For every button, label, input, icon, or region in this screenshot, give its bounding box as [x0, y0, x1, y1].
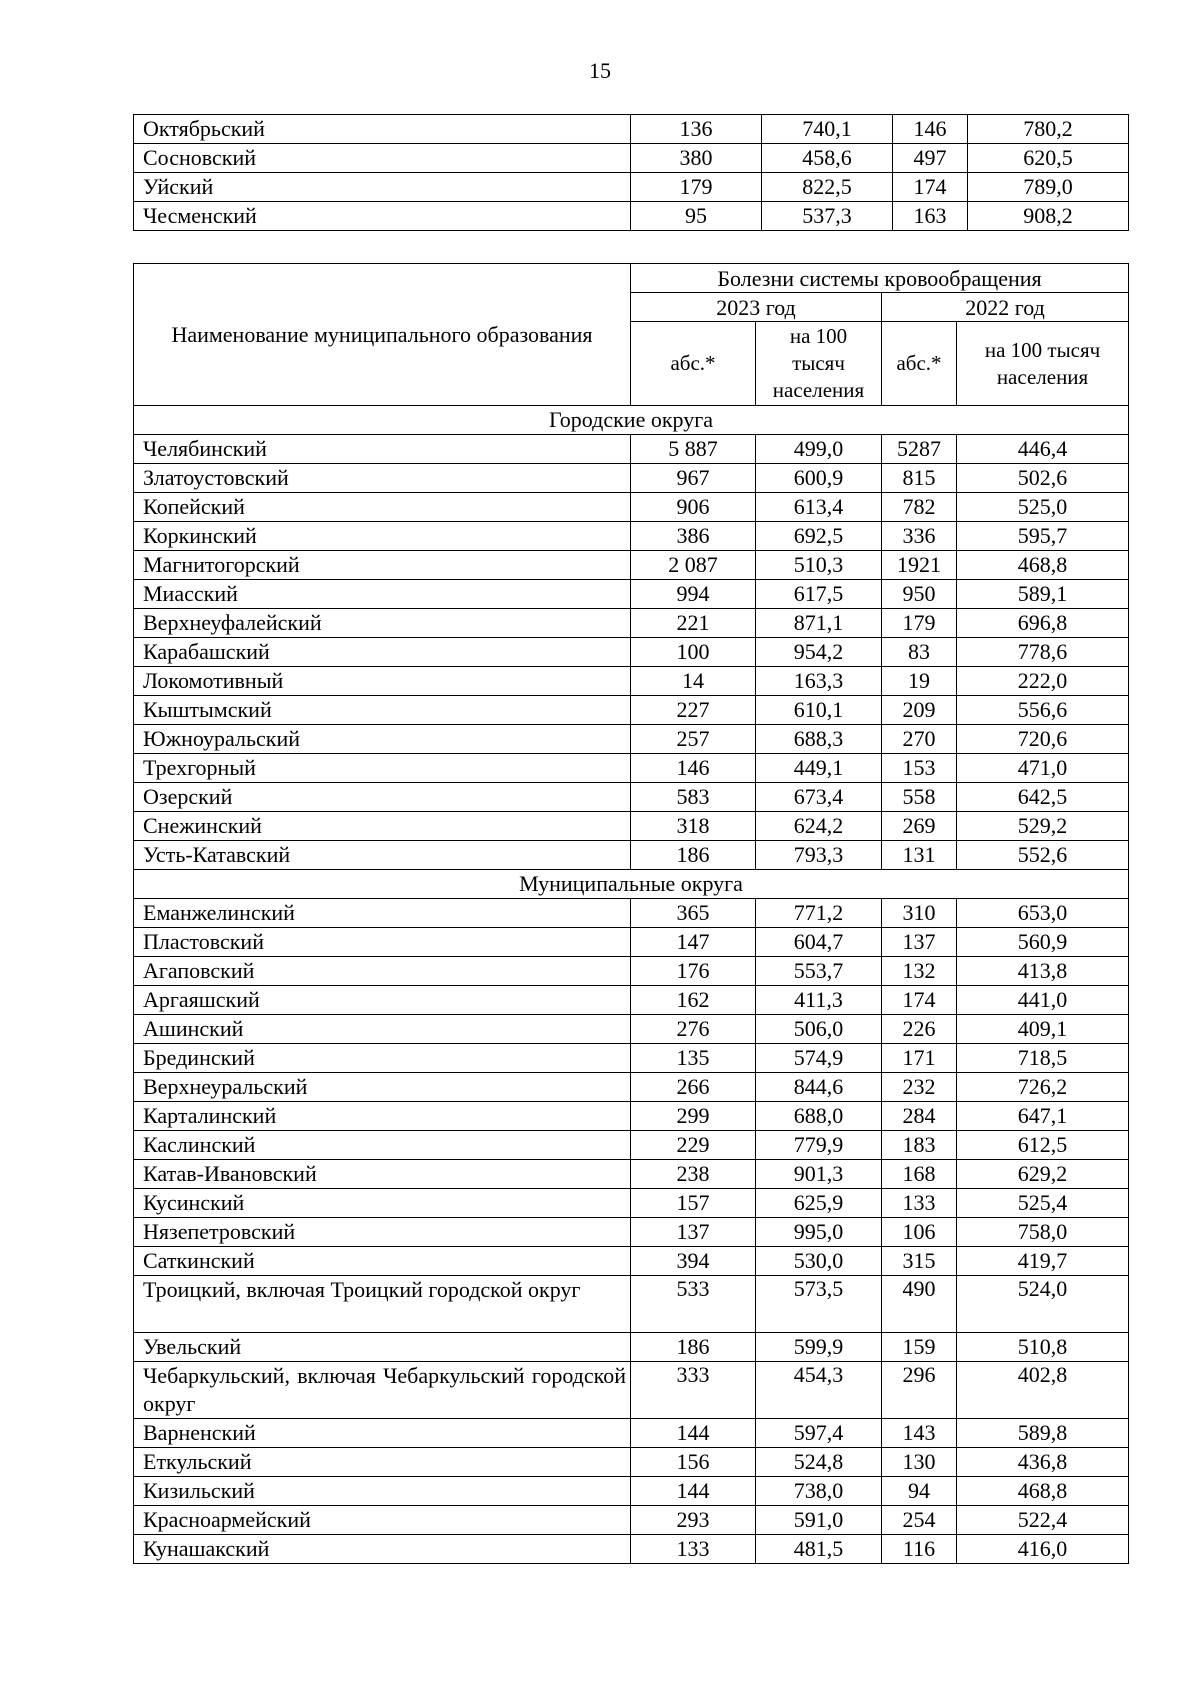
- row-per100k-2023: 600,9: [756, 464, 882, 493]
- row-abs-2022: 174: [893, 173, 968, 202]
- row-abs-2022: 106: [882, 1218, 957, 1247]
- row-abs-2023: 293: [631, 1506, 756, 1535]
- row-abs-2022: 19: [882, 667, 957, 696]
- table-row: [134, 928, 1129, 957]
- row-abs-2023: 906: [631, 493, 756, 522]
- table-row: [134, 899, 1129, 928]
- row-abs-2022: 133: [882, 1189, 957, 1218]
- table-row: [134, 1015, 1129, 1044]
- header-year-2023: 2023 год: [631, 293, 882, 322]
- row-abs-2023: 144: [631, 1477, 756, 1506]
- row-per100k-2023: 954,2: [756, 638, 882, 667]
- row-abs-2023: 229: [631, 1131, 756, 1160]
- table-row: [134, 1448, 1129, 1477]
- row-per100k-2022: 589,8: [957, 1419, 1129, 1448]
- row-per100k-2023: 624,2: [756, 812, 882, 841]
- row-abs-2023: 162: [631, 986, 756, 1015]
- row-abs-2022: 232: [882, 1073, 957, 1102]
- row-per100k-2022: 502,6: [957, 464, 1129, 493]
- row-per100k-2023: 871,1: [756, 609, 882, 638]
- row-abs-2023: 186: [631, 841, 756, 870]
- row-name: Чесменский: [134, 202, 631, 231]
- row-per100k-2023: 449,1: [756, 754, 882, 783]
- row-name: Варненский: [134, 1419, 631, 1448]
- row-abs-2022: 315: [882, 1247, 957, 1276]
- row-abs-2023: 967: [631, 464, 756, 493]
- table-header: [134, 264, 1129, 406]
- row-abs-2022: 159: [882, 1333, 957, 1362]
- row-per100k-2023: 844,6: [756, 1073, 882, 1102]
- municipal-rows: [134, 899, 1129, 1564]
- row-per100k-2023: 530,0: [756, 1247, 882, 1276]
- row-abs-2022: 490: [882, 1276, 957, 1333]
- row-per100k-2022: 524,0: [957, 1276, 1129, 1333]
- row-per100k-2023: 573,5: [756, 1276, 882, 1333]
- row-per100k-2023: 688,3: [756, 725, 882, 754]
- row-per100k-2022: 595,7: [957, 522, 1129, 551]
- row-abs-2022: 310: [882, 899, 957, 928]
- row-per100k-2022: 653,0: [957, 899, 1129, 928]
- row-abs-2023: 157: [631, 1189, 756, 1218]
- row-per100k-2022: 556,6: [957, 696, 1129, 725]
- row-per100k-2022: 726,2: [957, 1073, 1129, 1102]
- row-name: Карабашский: [134, 638, 631, 667]
- row-per100k-2022: 718,5: [957, 1044, 1129, 1073]
- row-name: Трехгорный: [134, 754, 631, 783]
- row-name: Южноуральский: [134, 725, 631, 754]
- row-per100k-2022: 647,1: [957, 1102, 1129, 1131]
- row-abs-2023: 257: [631, 725, 756, 754]
- row-per100k-2022: 789,0: [968, 173, 1129, 202]
- table-row: [134, 812, 1129, 841]
- row-abs-2022: 558: [882, 783, 957, 812]
- row-per100k-2022: 529,2: [957, 812, 1129, 841]
- row-abs-2023: 100: [631, 638, 756, 667]
- row-abs-2023: 14: [631, 667, 756, 696]
- table-row: [134, 1247, 1129, 1276]
- row-abs-2022: 130: [882, 1448, 957, 1477]
- row-name: Пластовский: [134, 928, 631, 957]
- row-abs-2022: 815: [882, 464, 957, 493]
- row-name: Саткинский: [134, 1247, 631, 1276]
- row-name: Миасский: [134, 580, 631, 609]
- header-group: Болезни системы кровообращения: [631, 264, 1129, 293]
- table-row: [134, 725, 1129, 754]
- row-name: Чебаркульский, включая Чебаркульский городской округ: [134, 1362, 631, 1419]
- row-per100k-2023: 673,4: [756, 783, 882, 812]
- page-number: 15: [589, 58, 611, 83]
- table-row: [134, 754, 1129, 783]
- row-abs-2023: 583: [631, 783, 756, 812]
- row-per100k-2023: 163,3: [756, 667, 882, 696]
- table-row: [134, 841, 1129, 870]
- row-abs-2022: 174: [882, 986, 957, 1015]
- row-abs-2022: 171: [882, 1044, 957, 1073]
- row-per100k-2022: 471,0: [957, 754, 1129, 783]
- row-abs-2023: 136: [631, 115, 762, 144]
- section-urban-districts: Городские округа: [134, 406, 1129, 435]
- row-abs-2023: 146: [631, 754, 756, 783]
- table-row: [134, 1102, 1129, 1131]
- row-abs-2022: 137: [882, 928, 957, 957]
- table-body: [134, 406, 1129, 435]
- circulatory-diseases-table: [133, 263, 1129, 1564]
- row-name: Октябрьский: [134, 115, 631, 144]
- row-per100k-2023: 692,5: [756, 522, 882, 551]
- row-per100k-2022: 468,8: [957, 1477, 1129, 1506]
- row-abs-2022: 5287: [882, 435, 957, 464]
- row-abs-2022: 83: [882, 638, 957, 667]
- header-per100k-2022-line2: населения: [996, 364, 1089, 389]
- table-row: [134, 1160, 1129, 1189]
- row-abs-2022: 226: [882, 1015, 957, 1044]
- row-name: Агаповский: [134, 957, 631, 986]
- row-name: Еманжелинский: [134, 899, 631, 928]
- row-name: Аргаяшский: [134, 986, 631, 1015]
- row-per100k-2023: 597,4: [756, 1419, 882, 1448]
- row-per100k-2022: 720,6: [957, 725, 1129, 754]
- row-per100k-2023: 995,0: [756, 1218, 882, 1247]
- row-per100k-2023: 771,2: [756, 899, 882, 928]
- row-abs-2023: 2 087: [631, 551, 756, 580]
- row-per100k-2022: 525,4: [957, 1189, 1129, 1218]
- row-per100k-2022: 402,8: [957, 1362, 1129, 1419]
- header-per100k-2023-line1: на 100: [789, 324, 848, 348]
- row-per100k-2022: 778,6: [957, 638, 1129, 667]
- table-row: [134, 1189, 1129, 1218]
- row-abs-2022: 94: [882, 1477, 957, 1506]
- table-row: [134, 696, 1129, 725]
- header-per100k-2023-line2: тысяч: [792, 351, 845, 375]
- table-row: [134, 580, 1129, 609]
- table-row: [134, 1073, 1129, 1102]
- row-abs-2023: 299: [631, 1102, 756, 1131]
- row-per100k-2022: 409,1: [957, 1015, 1129, 1044]
- table-row: [134, 1276, 1129, 1333]
- row-per100k-2022: 629,2: [957, 1160, 1129, 1189]
- row-abs-2022: 153: [882, 754, 957, 783]
- row-per100k-2023: 901,3: [756, 1160, 882, 1189]
- row-abs-2023: 179: [631, 173, 762, 202]
- row-abs-2023: 176: [631, 957, 756, 986]
- row-abs-2023: 333: [631, 1362, 756, 1419]
- row-abs-2023: 147: [631, 928, 756, 957]
- section-row-municipal: [134, 870, 1129, 899]
- row-per100k-2023: 458,6: [762, 144, 893, 173]
- row-name: Сосновский: [134, 144, 631, 173]
- row-abs-2022: 146: [893, 115, 968, 144]
- row-name: Локомотивный: [134, 667, 631, 696]
- row-per100k-2022: 552,6: [957, 841, 1129, 870]
- header-abs-2023: абс.*: [631, 322, 756, 406]
- row-per100k-2022: 525,0: [957, 493, 1129, 522]
- row-name: Златоустовский: [134, 464, 631, 493]
- row-per100k-2023: 613,4: [756, 493, 882, 522]
- table-row: [134, 173, 1129, 202]
- row-abs-2023: 227: [631, 696, 756, 725]
- row-per100k-2022: 642,5: [957, 783, 1129, 812]
- header-per100k-2022-line1: на 100 тысяч: [984, 337, 1101, 362]
- row-name: Верхнеуральский: [134, 1073, 631, 1102]
- row-abs-2023: 135: [631, 1044, 756, 1073]
- row-abs-2022: 1921: [882, 551, 957, 580]
- table-row: [134, 1506, 1129, 1535]
- table-row: [134, 1477, 1129, 1506]
- row-name: Верхнеуфалейский: [134, 609, 631, 638]
- table-row: [134, 1535, 1129, 1564]
- row-name: Карталинский: [134, 1102, 631, 1131]
- table-row: [134, 493, 1129, 522]
- table-row: [134, 1218, 1129, 1247]
- row-abs-2023: 276: [631, 1015, 756, 1044]
- row-abs-2023: 5 887: [631, 435, 756, 464]
- row-name: Снежинский: [134, 812, 631, 841]
- row-abs-2023: 380: [631, 144, 762, 173]
- row-name: Копейский: [134, 493, 631, 522]
- row-abs-2023: 186: [631, 1333, 756, 1362]
- table-row: [134, 464, 1129, 493]
- continuation-table-body: [134, 115, 1129, 231]
- row-name: Еткульский: [134, 1448, 631, 1477]
- row-per100k-2022: 908,2: [968, 202, 1129, 231]
- table-row: [134, 551, 1129, 580]
- row-per100k-2022: 560,9: [957, 928, 1129, 957]
- row-per100k-2022: 419,7: [957, 1247, 1129, 1276]
- row-per100k-2022: 612,5: [957, 1131, 1129, 1160]
- row-per100k-2023: 740,1: [762, 115, 893, 144]
- row-per100k-2022: 441,0: [957, 986, 1129, 1015]
- row-per100k-2022: 620,5: [968, 144, 1129, 173]
- row-abs-2023: 266: [631, 1073, 756, 1102]
- table-row: [134, 202, 1129, 231]
- row-abs-2022: 950: [882, 580, 957, 609]
- table-row: [134, 609, 1129, 638]
- row-name: Усть-Катавский: [134, 841, 631, 870]
- row-abs-2022: 116: [882, 1535, 957, 1564]
- row-per100k-2023: 481,5: [756, 1535, 882, 1564]
- row-name: Кусинский: [134, 1189, 631, 1218]
- row-abs-2023: 221: [631, 609, 756, 638]
- row-abs-2022: 168: [882, 1160, 957, 1189]
- row-per100k-2023: 625,9: [756, 1189, 882, 1218]
- urban-rows: [134, 435, 1129, 870]
- row-abs-2022: 143: [882, 1419, 957, 1448]
- row-per100k-2023: 553,7: [756, 957, 882, 986]
- row-abs-2022: 209: [882, 696, 957, 725]
- row-abs-2022: 270: [882, 725, 957, 754]
- row-per100k-2023: 793,3: [756, 841, 882, 870]
- row-abs-2023: 318: [631, 812, 756, 841]
- row-abs-2022: 254: [882, 1506, 957, 1535]
- table-row: [134, 986, 1129, 1015]
- section-municipal-districts: Муниципальные округа: [134, 870, 1129, 899]
- row-abs-2022: 336: [882, 522, 957, 551]
- row-per100k-2023: 738,0: [756, 1477, 882, 1506]
- table-row: [134, 144, 1129, 173]
- row-name: Кизильский: [134, 1477, 631, 1506]
- row-name: Нязепетровский: [134, 1218, 631, 1247]
- row-name: Озерский: [134, 783, 631, 812]
- row-abs-2023: 994: [631, 580, 756, 609]
- row-abs-2022: 782: [882, 493, 957, 522]
- table-row: [134, 1419, 1129, 1448]
- row-per100k-2022: 446,4: [957, 435, 1129, 464]
- row-per100k-2023: 510,3: [756, 551, 882, 580]
- row-per100k-2022: 222,0: [957, 667, 1129, 696]
- table-row: [134, 1333, 1129, 1362]
- table-row: [134, 115, 1129, 144]
- row-name: Кунашакский: [134, 1535, 631, 1564]
- row-per100k-2022: 413,8: [957, 957, 1129, 986]
- row-name: Уйский: [134, 173, 631, 202]
- row-abs-2023: 365: [631, 899, 756, 928]
- row-per100k-2023: 499,0: [756, 435, 882, 464]
- row-abs-2022: 179: [882, 609, 957, 638]
- row-per100k-2023: 599,9: [756, 1333, 882, 1362]
- row-per100k-2023: 537,3: [762, 202, 893, 231]
- row-per100k-2022: 522,4: [957, 1506, 1129, 1535]
- table-row: [134, 638, 1129, 667]
- row-abs-2023: 533: [631, 1276, 756, 1333]
- row-abs-2023: 386: [631, 522, 756, 551]
- row-abs-2022: 183: [882, 1131, 957, 1160]
- row-per100k-2023: 617,5: [756, 580, 882, 609]
- header-per100k-2022: [957, 322, 1129, 406]
- header-per100k-2023-line3: населения: [772, 378, 865, 402]
- table-row: [134, 435, 1129, 464]
- continuation-table: [133, 114, 1129, 231]
- table-row: [134, 783, 1129, 812]
- table-row: [134, 667, 1129, 696]
- row-abs-2023: 133: [631, 1535, 756, 1564]
- row-abs-2023: 144: [631, 1419, 756, 1448]
- header-year-2022: 2022 год: [882, 293, 1129, 322]
- row-abs-2023: 394: [631, 1247, 756, 1276]
- header-name-column: Наименование муниципального образования: [134, 264, 631, 406]
- row-per100k-2022: 780,2: [968, 115, 1129, 144]
- row-name: Ашинский: [134, 1015, 631, 1044]
- table-row: [134, 1044, 1129, 1073]
- row-per100k-2022: 510,8: [957, 1333, 1129, 1362]
- row-per100k-2022: 468,8: [957, 551, 1129, 580]
- row-per100k-2023: 411,3: [756, 986, 882, 1015]
- row-name: Увельский: [134, 1333, 631, 1362]
- row-per100k-2023: 688,0: [756, 1102, 882, 1131]
- row-per100k-2023: 524,8: [756, 1448, 882, 1477]
- row-name: Катав-Ивановский: [134, 1160, 631, 1189]
- row-abs-2022: 296: [882, 1362, 957, 1419]
- row-name: Брединский: [134, 1044, 631, 1073]
- row-abs-2022: 269: [882, 812, 957, 841]
- row-per100k-2023: 506,0: [756, 1015, 882, 1044]
- row-per100k-2023: 779,9: [756, 1131, 882, 1160]
- row-per100k-2022: 416,0: [957, 1535, 1129, 1564]
- row-per100k-2023: 604,7: [756, 928, 882, 957]
- table-row: [134, 1362, 1129, 1419]
- row-abs-2022: 163: [893, 202, 968, 231]
- row-abs-2023: 238: [631, 1160, 756, 1189]
- row-abs-2023: 137: [631, 1218, 756, 1247]
- row-per100k-2023: 591,0: [756, 1506, 882, 1535]
- table-row: [134, 1131, 1129, 1160]
- row-per100k-2022: 436,8: [957, 1448, 1129, 1477]
- row-name: Челябинский: [134, 435, 631, 464]
- row-abs-2022: 497: [893, 144, 968, 173]
- row-per100k-2023: 822,5: [762, 173, 893, 202]
- row-name: Красноармейский: [134, 1506, 631, 1535]
- row-per100k-2022: 696,8: [957, 609, 1129, 638]
- row-name: Кыштымский: [134, 696, 631, 725]
- row-name: Троицкий, включая Троицкий городской округ: [134, 1276, 631, 1333]
- table-row: [134, 957, 1129, 986]
- row-name: Коркинский: [134, 522, 631, 551]
- row-abs-2022: 132: [882, 957, 957, 986]
- row-abs-2022: 284: [882, 1102, 957, 1131]
- table-row: [134, 522, 1129, 551]
- header-abs-2022: абс.*: [882, 322, 957, 406]
- row-per100k-2022: 589,1: [957, 580, 1129, 609]
- row-per100k-2022: 758,0: [957, 1218, 1129, 1247]
- row-name: Магнитогорский: [134, 551, 631, 580]
- row-name: Каслинский: [134, 1131, 631, 1160]
- row-abs-2023: 95: [631, 202, 762, 231]
- row-per100k-2023: 574,9: [756, 1044, 882, 1073]
- header-per100k-2023: [756, 322, 882, 406]
- row-abs-2022: 131: [882, 841, 957, 870]
- row-per100k-2023: 454,3: [756, 1362, 882, 1419]
- row-abs-2023: 156: [631, 1448, 756, 1477]
- row-per100k-2023: 610,1: [756, 696, 882, 725]
